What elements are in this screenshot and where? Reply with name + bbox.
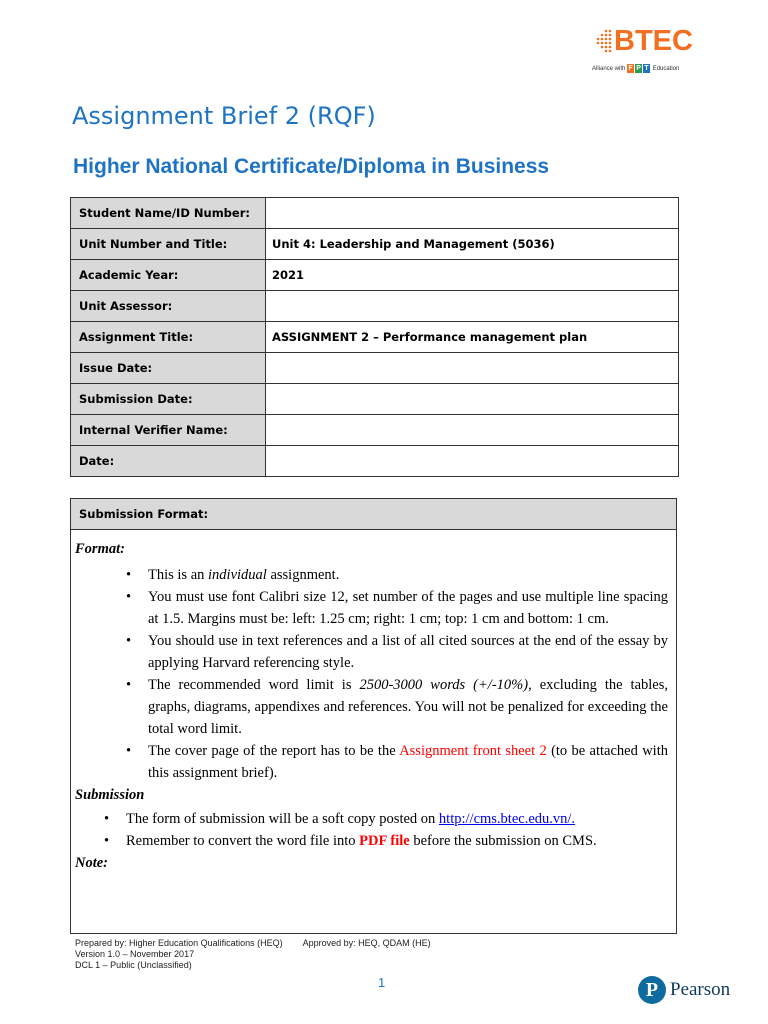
info-label: Date: bbox=[71, 446, 266, 476]
alliance-suffix: Education bbox=[652, 66, 680, 73]
assignment-info-table bbox=[70, 197, 679, 477]
page-subtitle: Higher National Certificate/Diploma in Business bbox=[73, 155, 550, 178]
alliance-prefix: Alliance with bbox=[592, 66, 626, 73]
submission-format-body bbox=[71, 530, 676, 874]
fpt-logo bbox=[627, 64, 651, 73]
front-sheet-reference: Assignment front sheet 2 bbox=[399, 743, 547, 759]
text: You should use in text references and a list of all cited sources at the end of the essay by applying Harvard referencing style. bbox=[148, 633, 668, 671]
info-row-submission-date bbox=[71, 384, 678, 415]
info-label: Assignment Title: bbox=[71, 322, 266, 352]
format-item bbox=[148, 740, 668, 784]
submission-list bbox=[75, 808, 668, 852]
text: The cover page of the report has to be the bbox=[148, 743, 400, 759]
info-label: Student Name/ID Number: bbox=[71, 198, 266, 228]
info-row-assessor bbox=[71, 291, 678, 322]
pdf-file-emphasis: PDF file bbox=[359, 833, 410, 849]
pearson-logo bbox=[638, 975, 730, 1005]
fpt-letter: P bbox=[636, 65, 641, 72]
format-item bbox=[148, 586, 668, 630]
info-value bbox=[266, 353, 678, 383]
info-value: ASSIGNMENT 2 – Performance management plan bbox=[272, 330, 588, 344]
btec-logo bbox=[586, 20, 696, 80]
text-emphasis: 2500-3000 words (+/-10%) bbox=[359, 677, 529, 693]
text: , excluding the tables, graphs, diagrams, appendixes and references. You will not be penalized for exceeding the total word limit. bbox=[148, 677, 668, 737]
info-row-issue-date bbox=[71, 353, 678, 384]
btec-wordmark: BTEC bbox=[614, 25, 693, 57]
format-list bbox=[75, 564, 668, 784]
approved-by: Approved by: HEQ, QDAM (HE) bbox=[302, 938, 431, 948]
text: The recommended word limit is bbox=[148, 677, 360, 693]
info-row-student bbox=[71, 198, 678, 229]
info-value: 2021 bbox=[272, 268, 305, 282]
info-row-date bbox=[71, 446, 678, 476]
info-label: Unit Assessor: bbox=[71, 291, 266, 321]
footer-version: Version 1.0 – November 2017 bbox=[75, 949, 195, 959]
format-heading: Format: bbox=[75, 541, 125, 557]
text: You must use font Calibri size 12, set number of the pages and use multiple line spacing at 1.5. Margins must be: left: 1.25 cm; right: 1 cm; top: 1 cm and bottom: 1 cm. bbox=[148, 589, 668, 627]
info-row-academic-year bbox=[71, 260, 678, 291]
format-item bbox=[148, 674, 668, 740]
document-footer bbox=[75, 938, 431, 971]
submission-heading: Submission bbox=[75, 787, 145, 803]
pearson-wordmark: Pearson bbox=[670, 979, 731, 1000]
info-value bbox=[266, 384, 678, 414]
info-value bbox=[266, 446, 678, 476]
info-label: Submission Date: bbox=[71, 384, 266, 414]
prepared-by: Prepared by: Higher Education Qualifications (HEQ) bbox=[75, 938, 283, 948]
note-heading: Note: bbox=[75, 855, 109, 871]
info-row-assignment-title bbox=[71, 322, 678, 353]
submission-item bbox=[126, 830, 668, 852]
text: This is an bbox=[148, 567, 209, 583]
text: (to be attached with this assignment brief). bbox=[148, 743, 668, 781]
cms-link[interactable]: http://cms.btec.edu.vn/. bbox=[438, 811, 576, 827]
page-title: Assignment Brief 2 (RQF) bbox=[72, 102, 376, 130]
fpt-letter: T bbox=[644, 65, 649, 72]
text: Remember to convert the word file into bbox=[126, 833, 360, 849]
info-label: Internal Verifier Name: bbox=[71, 415, 266, 445]
text: assignment. bbox=[266, 567, 340, 583]
fpt-letter: F bbox=[628, 65, 633, 72]
pearson-mark-icon: P bbox=[638, 976, 666, 1004]
format-item bbox=[148, 564, 668, 586]
info-label: Unit Number and Title: bbox=[71, 229, 266, 259]
footer-line-prepared bbox=[75, 938, 431, 949]
info-value bbox=[266, 198, 678, 228]
text: before the submission on CMS. bbox=[409, 833, 597, 849]
submission-format-box bbox=[70, 498, 677, 934]
info-label: Academic Year: bbox=[71, 260, 266, 290]
info-value bbox=[266, 291, 678, 321]
footer-dcl: DCL 1 – Public (Unclassified) bbox=[75, 960, 192, 970]
info-row-verifier bbox=[71, 415, 678, 446]
page-number: 1 bbox=[378, 975, 386, 990]
submission-format-header: Submission Format: bbox=[71, 499, 676, 530]
info-label: Issue Date: bbox=[71, 353, 266, 383]
info-row-unit bbox=[71, 229, 678, 260]
alliance-line bbox=[592, 64, 679, 73]
submission-item bbox=[126, 808, 668, 830]
text: The form of submission will be a soft copy posted on bbox=[126, 811, 439, 827]
info-value: Unit 4: Leadership and Management (5036) bbox=[272, 237, 555, 251]
info-value bbox=[266, 415, 678, 445]
text-emphasis: individual bbox=[208, 567, 267, 583]
format-item bbox=[148, 630, 668, 674]
